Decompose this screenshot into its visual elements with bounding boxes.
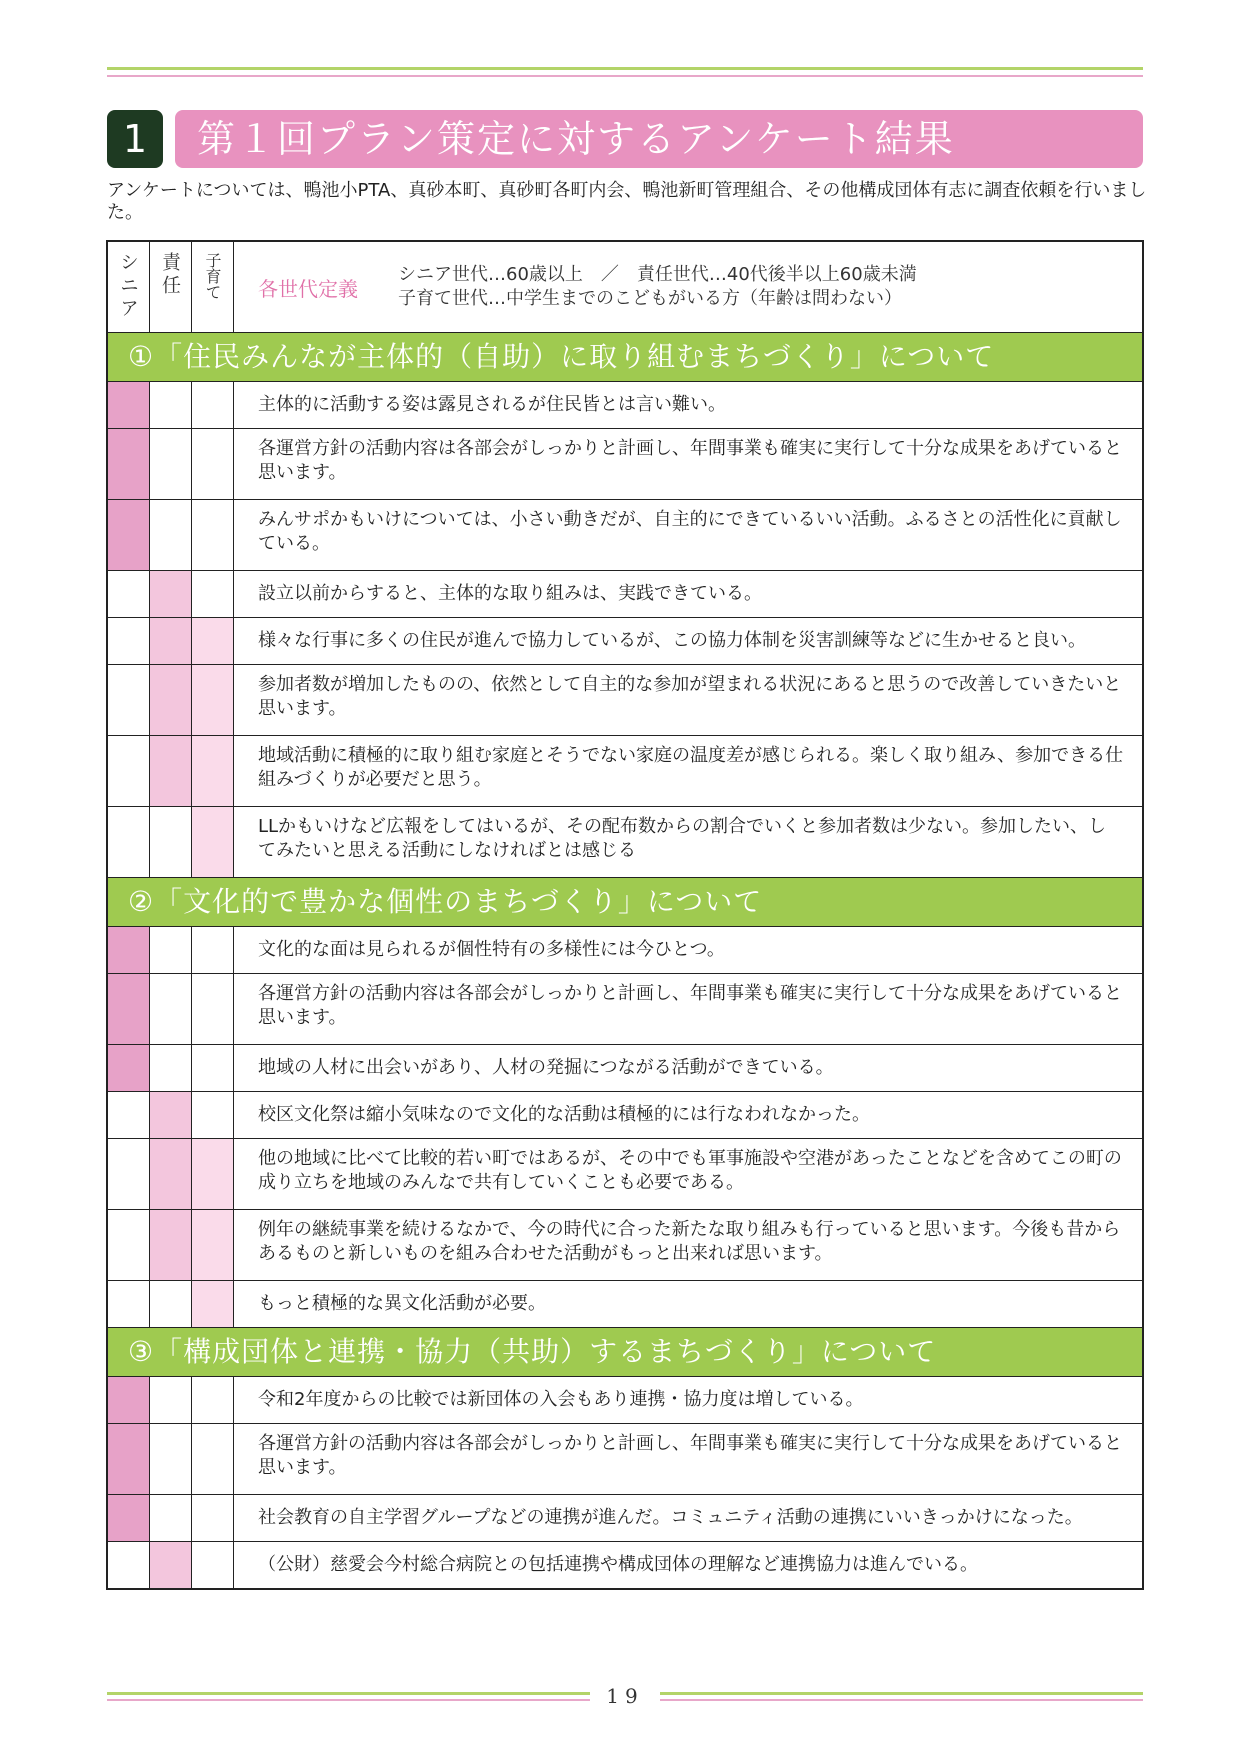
table-row (108, 500, 1142, 571)
footer-rule-right-pink (660, 1699, 1143, 1701)
senior-marker (108, 382, 150, 428)
intro-text: アンケートについては、鴨池小PTA、真砂本町、真砂町各町内会、鴨池新町管理組合、その他構成団体有志に調査依頼を行いました。 (107, 180, 1147, 223)
responsible-marker (150, 1542, 192, 1588)
senior-marker (108, 1542, 150, 1588)
response-text: 令和2年度からの比較では新団体の入会もあり連携・協力度は増している。 (258, 1389, 864, 1410)
table-row (108, 1495, 1142, 1542)
responsible-marker (150, 1377, 192, 1423)
child-marker (192, 974, 234, 1044)
definitions-line-2: 子育て世代…中学生までのこどもがいる方（年齢は問わない） (398, 288, 902, 309)
section-title: ①「住民みんなが主体的（自助）に取り組むまちづくり」について (108, 333, 1142, 382)
responsible-marker (150, 500, 192, 570)
table-row (108, 807, 1142, 878)
child-marker (192, 382, 234, 428)
response-text: 文化的な面は見られるが個性特有の多様性には今ひとつ。 (258, 939, 725, 960)
responsible-marker (150, 1139, 192, 1209)
table-row (108, 618, 1142, 665)
child-marker (192, 1424, 234, 1494)
senior-marker (108, 618, 150, 664)
child-marker (192, 807, 234, 877)
response-text: もっと積極的な異文化活動が必要。 (258, 1293, 546, 1314)
responsible-marker (150, 1045, 192, 1091)
child-marker (192, 1210, 234, 1280)
responsible-marker (150, 1092, 192, 1138)
definitions-line-1: シニア世代…60歳以上 ／ 責任世代…40代後半以上60歳未満 (398, 264, 917, 285)
senior-marker (108, 1377, 150, 1423)
response-text: みんサポかもいけについては、小さい動きだが、自主的にできているいい活動。ふるさとの活性化に貢献している。 (258, 509, 1122, 554)
senior-marker (108, 1210, 150, 1280)
generation-definitions (234, 242, 1142, 332)
table-row (108, 665, 1142, 736)
child-marker (192, 1495, 234, 1541)
col-child-header: 子育て (192, 242, 234, 332)
child-marker (192, 736, 234, 806)
table-row (108, 1210, 1142, 1281)
response-text: 他の地域に比べて比較的若い町ではあるが、その中でも軍事施設や空港があったことなどを含めてこの町の成り立ちを地域のみんなで共有していくことも必要である。 (258, 1148, 1122, 1193)
definitions-label: 各世代定義 (258, 276, 358, 301)
responsible-marker (150, 974, 192, 1044)
table-row (108, 974, 1142, 1045)
footer-rule-left-green (107, 1692, 590, 1695)
responsible-marker (150, 1210, 192, 1280)
child-marker (192, 665, 234, 735)
col-senior-header: シニア (108, 242, 150, 332)
survey-table (106, 240, 1144, 1590)
child-marker (192, 429, 234, 499)
table-row (108, 927, 1142, 974)
response-text: 例年の継続事業を続けるなかで、今の時代に合った新たな取り組みも行っていると思います。今後も昔からあるものと新しいものを組み合わせた活動がもっと出来れば思います。 (258, 1219, 1121, 1264)
responsible-marker (150, 1495, 192, 1541)
table-row (108, 1139, 1142, 1210)
table-row (108, 736, 1142, 807)
response-text: 主体的に活動する姿は露見されるが住民皆とは言い難い。 (258, 394, 726, 415)
responsible-marker (150, 665, 192, 735)
child-marker (192, 1542, 234, 1588)
response-text: LLかもいけなど広報をしてはいるが、その配布数からの割合でいくと参加者数は少ない。参加したい、してみたいと思える活動にしなければとは感じる (258, 816, 1107, 861)
response-text: 各運営方針の活動内容は各部会がしっかりと計画し、年間事業も確実に実行して十分な成果をあげていると思います。 (258, 983, 1122, 1028)
section-title: ②「文化的で豊かな個性のまちづくり」について (108, 878, 1142, 927)
table-row (108, 1424, 1142, 1495)
table-row (108, 1281, 1142, 1328)
footer-rule-right-green (660, 1692, 1143, 1695)
senior-marker (108, 1495, 150, 1541)
senior-marker (108, 807, 150, 877)
responsible-marker (150, 807, 192, 877)
child-marker (192, 1281, 234, 1327)
heading-title: 第１回プラン策定に対するアンケート結果 (175, 110, 1143, 168)
top-rule-pink (107, 75, 1143, 77)
table-row (108, 571, 1142, 618)
child-marker (192, 618, 234, 664)
responsible-marker (150, 618, 192, 664)
responsible-marker (150, 1281, 192, 1327)
response-text: 校区文化祭は縮小気味なので文化的な活動は積極的には行なわれなかった。 (258, 1104, 870, 1125)
table-body (108, 333, 1142, 1588)
footer-rule-left-pink (107, 1699, 590, 1701)
child-marker (192, 1092, 234, 1138)
child-marker (192, 500, 234, 570)
responsible-marker (150, 382, 192, 428)
page-number: 19 (606, 1684, 644, 1708)
responsible-marker (150, 927, 192, 973)
senior-marker (108, 1424, 150, 1494)
table-row (108, 1377, 1142, 1424)
section-title: ③「構成団体と連携・協力（共助）するまちづくり」について (108, 1328, 1142, 1377)
senior-marker (108, 736, 150, 806)
response-text: 社会教育の自主学習グループなどの連携が進んだ。コミュニティ活動の連携にいいきっかけになった。 (258, 1507, 1083, 1528)
child-marker (192, 927, 234, 973)
response-text: 地域の人材に出会いがあり、人材の発掘につながる活動ができている。 (258, 1057, 834, 1078)
senior-marker (108, 974, 150, 1044)
senior-marker (108, 429, 150, 499)
heading-number: 1 (107, 110, 163, 168)
senior-marker (108, 571, 150, 617)
responsible-marker (150, 571, 192, 617)
table-header (108, 242, 1142, 333)
senior-marker (108, 1045, 150, 1091)
senior-marker (108, 665, 150, 735)
senior-marker (108, 927, 150, 973)
col-responsible-header: 責任 (150, 242, 192, 332)
response-text: 参加者数が増加したものの、依然として自主的な参加が望まれる状況にあると思うので改善していきたいと思います。 (258, 674, 1122, 719)
section-heading (107, 110, 1143, 168)
response-text: 各運営方針の活動内容は各部会がしっかりと計画し、年間事業も確実に実行して十分な成果をあげていると思います。 (258, 1433, 1122, 1478)
response-text: 設立以前からすると、主体的な取り組みは、実践できている。 (258, 583, 762, 604)
top-rule-green (107, 67, 1143, 70)
senior-marker (108, 1281, 150, 1327)
response-text: 各運営方針の活動内容は各部会がしっかりと計画し、年間事業も確実に実行して十分な成果をあげていると思います。 (258, 438, 1122, 483)
response-text: （公財）慈愛会今村総合病院との包括連携や構成団体の理解など連携協力は進んでいる。 (258, 1554, 978, 1575)
table-row (108, 1542, 1142, 1588)
table-row (108, 382, 1142, 429)
responsible-marker (150, 429, 192, 499)
response-text: 様々な行事に多くの住民が進んで協力しているが、この協力体制を災害訓練等などに生かせると良い。 (258, 630, 1086, 651)
child-marker (192, 1139, 234, 1209)
table-row (108, 1092, 1142, 1139)
child-marker (192, 571, 234, 617)
table-row (108, 429, 1142, 500)
response-text: 地域活動に積極的に取り組む家庭とそうでない家庭の温度差が感じられる。楽しく取り組み、参加できる仕組みづくりが必要だと思う。 (258, 745, 1124, 790)
page-footer (0, 1686, 1241, 1706)
senior-marker (108, 1139, 150, 1209)
responsible-marker (150, 1424, 192, 1494)
child-marker (192, 1377, 234, 1423)
table-row (108, 1045, 1142, 1092)
responsible-marker (150, 736, 192, 806)
senior-marker (108, 500, 150, 570)
child-marker (192, 1045, 234, 1091)
senior-marker (108, 1092, 150, 1138)
